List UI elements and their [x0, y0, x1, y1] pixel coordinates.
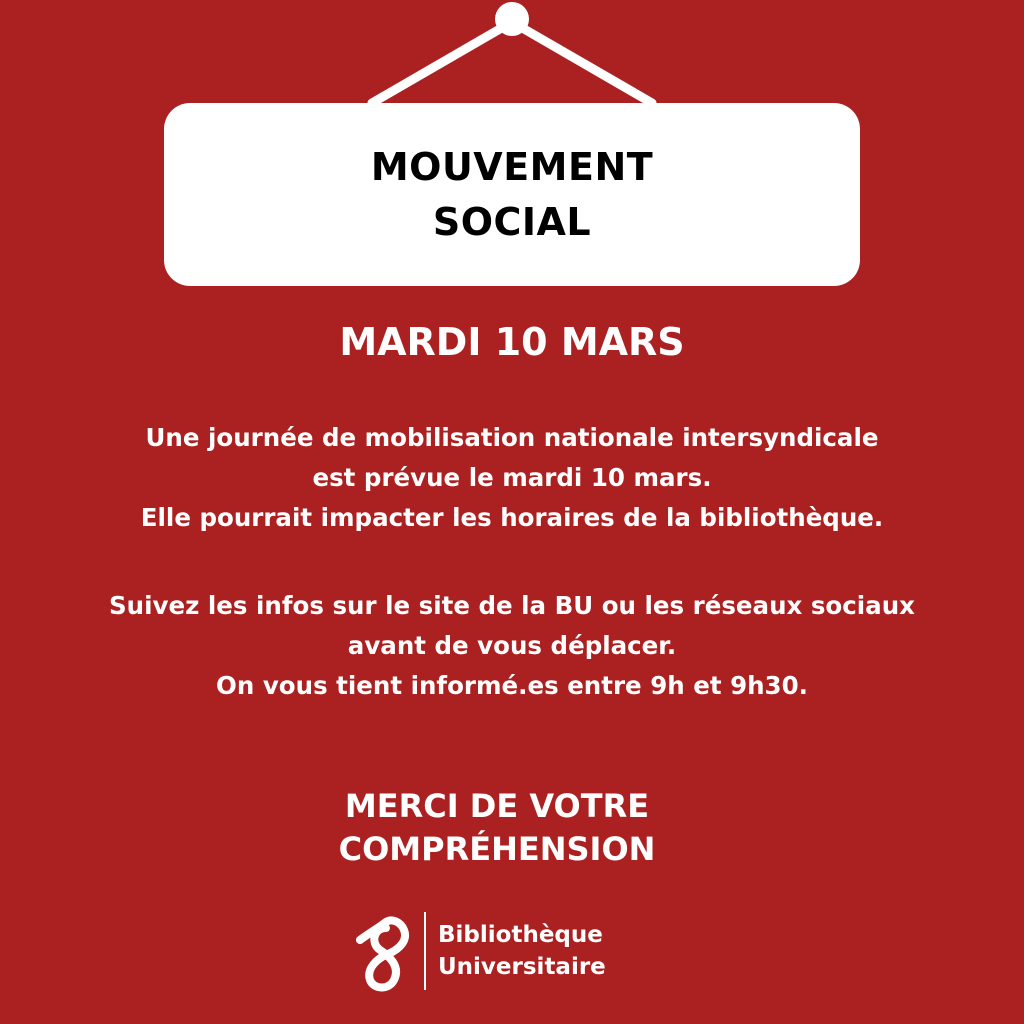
- sign-board: [164, 103, 860, 286]
- sign-hanger-icon: [0, 0, 1024, 120]
- sign-title-line-1: MOUVEMENT: [370, 144, 654, 189]
- library-logo: [356, 908, 606, 994]
- info-line: Suivez les infos sur le site de la BU ou les réseaux sociaux: [109, 591, 915, 620]
- logo-line-2: Universitaire: [438, 954, 606, 980]
- sign-title-line-2: SOCIAL: [432, 199, 592, 244]
- logo-line-1: Bibliothèque: [438, 922, 603, 948]
- thanks-line-2: COMPRÉHENSION: [338, 830, 656, 868]
- announcement-line: Elle pourrait impacter les horaires de la bibliothèque.: [140, 503, 884, 532]
- announcement-line: Une journée de mobilisation nationale intersyndicale: [145, 423, 879, 452]
- announcement-paragraph: [0, 418, 1024, 538]
- info-line: avant de vous déplacer.: [347, 631, 677, 660]
- logo-text: [438, 919, 606, 983]
- announcement-line: est prévue le mardi 10 mars.: [312, 463, 712, 492]
- thanks-message: [0, 785, 994, 871]
- bu-logo-icon: [356, 908, 414, 994]
- logo-divider: [424, 912, 426, 990]
- info-line: On vous tient informé.es entre 9h et 9h30.: [216, 671, 808, 700]
- thanks-line-1: MERCI DE VOTRE: [344, 787, 650, 825]
- info-paragraph: [0, 586, 1024, 706]
- event-date: MARDI 10 MARS: [339, 320, 685, 364]
